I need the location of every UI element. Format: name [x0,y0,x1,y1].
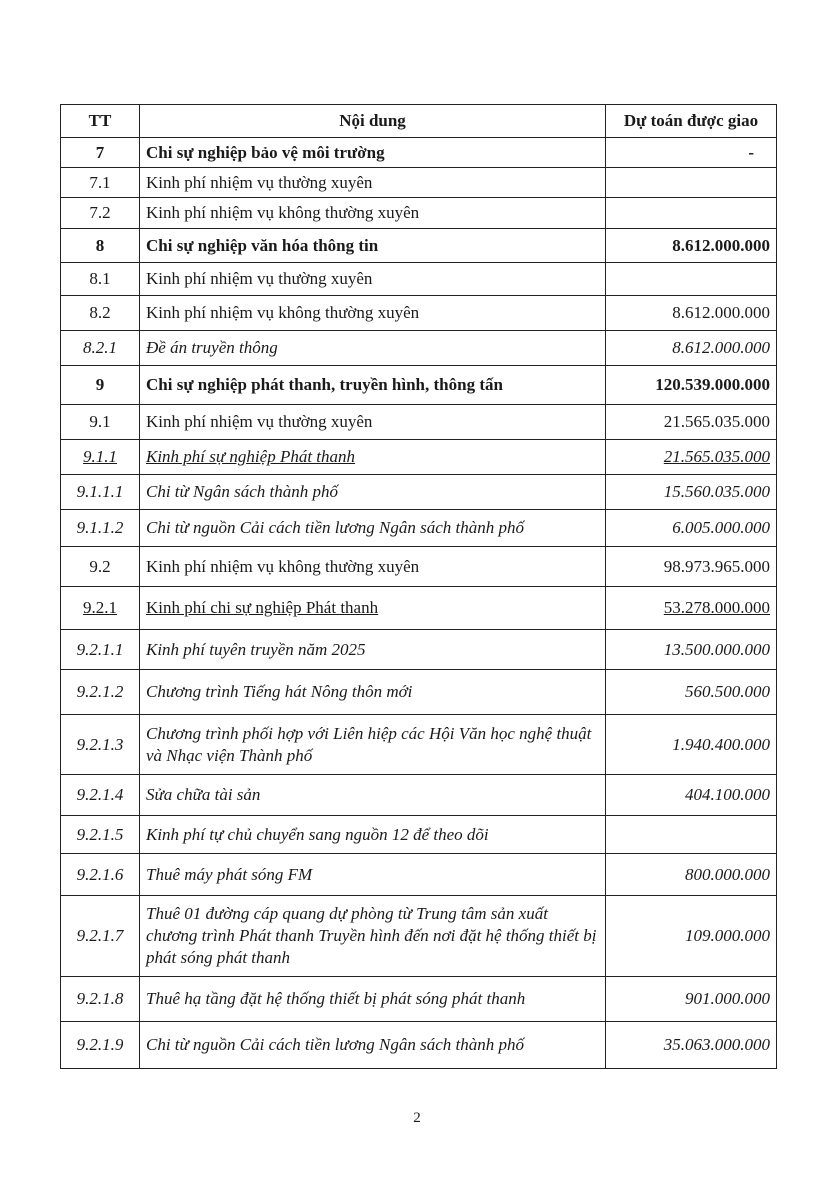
row-amount: - [606,138,777,168]
row-amount: 120.539.000.000 [606,366,777,405]
row-amount: 8.612.000.000 [606,229,777,263]
row-content: Kinh phí tự chủ chuyển sang nguồn 12 để theo dõi [140,816,606,854]
row-content: Kinh phí chi sự nghiệp Phát thanh [146,598,379,617]
table-row [61,263,777,296]
row-tt: 9.2.1 [83,598,117,617]
row-amount: 404.100.000 [606,775,777,816]
table-row [61,475,777,510]
header-tt: TT [61,105,140,138]
row-amount: 98.973.965.000 [606,547,777,587]
row-tt: 8.2.1 [61,331,140,366]
row-tt: 7.2 [61,198,140,229]
header-amount: Dự toán được giao [606,105,777,138]
row-content: Sửa chữa tài sản [140,775,606,816]
row-tt: 9.2.1.3 [61,715,140,775]
table-row [61,440,777,475]
row-tt: 9.2.1.5 [61,816,140,854]
header-content: Nội dung [140,105,606,138]
row-tt: 9.2.1.1 [61,630,140,670]
row-tt: 9.2.1.9 [61,1022,140,1069]
row-tt: 9.2.1.2 [61,670,140,715]
table-row [61,405,777,440]
row-tt: 9.2 [61,547,140,587]
row-content: Thuê 01 đường cáp quang dự phòng từ Trung tâm sản xuất chương trình Phát thanh Truyền hình đến nơi đặt hệ thống thiết bị phát sóng phát thanh [140,896,606,977]
row-amount: 21.565.035.000 [663,447,770,466]
row-tt: 9.2.1.6 [61,854,140,896]
table-row [61,296,777,331]
table-header-row [61,105,777,138]
table-row [61,331,777,366]
row-amount: 1.940.400.000 [606,715,777,775]
row-amount: 109.000.000 [606,896,777,977]
row-amount: 8.612.000.000 [606,296,777,331]
row-content: Đề án truyền thông [140,331,606,366]
table-row [61,715,777,775]
row-tt: 9.1.1.1 [61,475,140,510]
row-content: Chi sự nghiệp văn hóa thông tin [140,229,606,263]
row-content: Kinh phí nhiệm vụ thường xuyên [140,168,606,198]
table-row [61,547,777,587]
table-row [61,510,777,547]
table-row [61,854,777,896]
row-content: Chi từ nguồn Cải cách tiền lương Ngân sách thành phố [140,510,606,547]
row-amount [606,263,777,296]
row-amount: 8.612.000.000 [606,331,777,366]
row-content: Kinh phí nhiệm vụ không thường xuyên [140,296,606,331]
row-content: Kinh phí nhiệm vụ thường xuyên [140,405,606,440]
row-amount [606,168,777,198]
table-row [61,1022,777,1069]
row-amount: 15.560.035.000 [606,475,777,510]
row-content: Kinh phí tuyên truyền năm 2025 [140,630,606,670]
row-content: Chi sự nghiệp bảo vệ môi trường [140,138,606,168]
row-tt: 8.1 [61,263,140,296]
row-amount [606,816,777,854]
row-content: Chương trình phối hợp với Liên hiệp các Hội Văn học nghệ thuật và Nhạc viện Thành phố [140,715,606,775]
row-tt: 9.1.1.2 [61,510,140,547]
row-content: Thuê máy phát sóng FM [140,854,606,896]
row-amount: 800.000.000 [606,854,777,896]
row-tt: 7.1 [61,168,140,198]
row-tt: 9.2.1.4 [61,775,140,816]
row-amount: 21.565.035.000 [606,405,777,440]
row-tt: 9.1 [61,405,140,440]
table-row [61,670,777,715]
row-amount: 6.005.000.000 [606,510,777,547]
page-number: 2 [413,1110,421,1126]
row-tt: 9.2.1.7 [61,896,140,977]
table-row [61,816,777,854]
row-amount: 35.063.000.000 [606,1022,777,1069]
table-row [61,775,777,816]
row-content: Kinh phí nhiệm vụ không thường xuyên [140,547,606,587]
row-amount: 13.500.000.000 [606,630,777,670]
table-row [61,138,777,168]
table-row [61,896,777,977]
row-content: Chi từ Ngân sách thành phố [140,475,606,510]
table-row [61,587,777,630]
table-row [61,229,777,263]
row-tt: 7 [61,138,140,168]
row-amount: 901.000.000 [606,977,777,1022]
row-content: Kinh phí sự nghiệp Phát thanh [146,447,356,466]
row-content: Kinh phí nhiệm vụ không thường xuyên [140,198,606,229]
row-content: Chương trình Tiếng hát Nông thôn mới [140,670,606,715]
row-amount: 53.278.000.000 [663,598,770,617]
row-tt: 8 [61,229,140,263]
table-row [61,168,777,198]
row-tt: 8.2 [61,296,140,331]
table-row [61,198,777,229]
row-content: Chi sự nghiệp phát thanh, truyền hình, thông tấn [140,366,606,405]
table-row [61,630,777,670]
row-content: Chi từ nguồn Cải cách tiền lương Ngân sách thành phố [140,1022,606,1069]
table-row [61,977,777,1022]
row-content: Kinh phí nhiệm vụ thường xuyên [140,263,606,296]
table-row [61,366,777,405]
row-tt: 9.2.1.8 [61,977,140,1022]
row-tt: 9 [61,366,140,405]
row-amount [606,198,777,229]
row-content: Thuê hạ tầng đặt hệ thống thiết bị phát sóng phát thanh [140,977,606,1022]
budget-table [60,104,777,1069]
row-amount: 560.500.000 [606,670,777,715]
row-tt: 9.1.1 [83,447,117,466]
